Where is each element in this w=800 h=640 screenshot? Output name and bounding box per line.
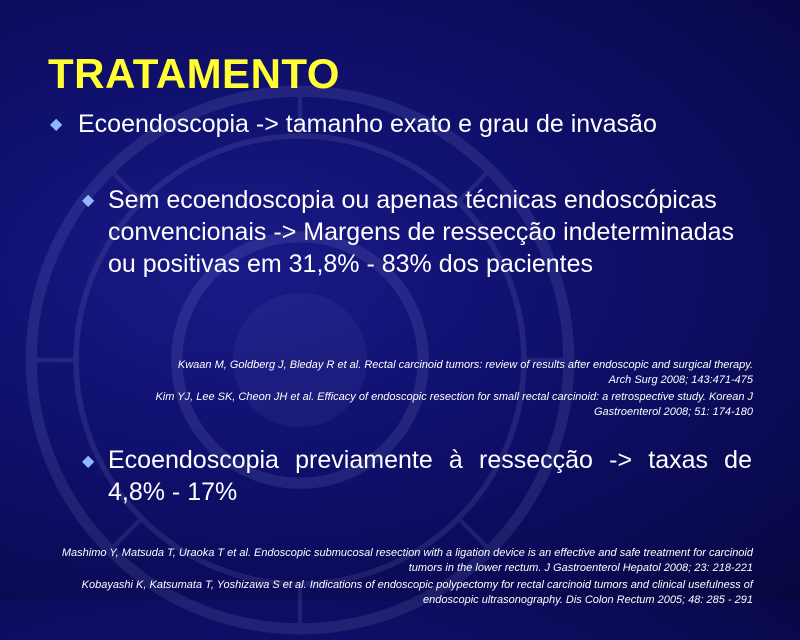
bullet-text-1: Ecoendoscopia -> tamanho exato e grau de invasão: [78, 110, 657, 138]
bullet-diamond-icon: ◆: [82, 192, 95, 209]
slide-title: TRATAMENTO: [48, 50, 340, 97]
bullet-diamond-icon: ◆: [82, 453, 95, 470]
reference-3: Mashimo Y, Matsuda T, Uraoka T et al. Endoscopic submucosal resection with a ligation device is an effective and safe treatment for carcinoid tumors in the lower rectum. J Gastroenterol Hepatol 2008; 23: 218-221: [61, 547, 753, 574]
bullet-text-2: Sem ecoendoscopia ou apenas técnicas endoscópicas convencionais -> Margens de ressecção indeterminadas ou positivas em 31,8% - 83% dos pacientes: [108, 186, 735, 278]
bullet-diamond-icon: ◆: [50, 116, 63, 133]
reference-2: Kim YJ, Lee SK, Cheon JH et al. Efficacy of endoscopic resection for small rectal carcinoid: a retrospective study. Korean J Gastroenterol 2008; 51: 174-180: [155, 391, 753, 418]
bullet-text-3: Ecoendoscopia previamente à ressecção -> taxas de 4,8% - 17%: [108, 446, 752, 506]
reference-4: Kobayashi K, Katsumata T, Yoshizawa S et al. Indications of endoscopic polypectomy for rectal carcinoid tumors and clinical usefulness of endoscopic ultrasonography. Dis Colon Rectum 2005; 48: 285 - 291: [81, 579, 753, 606]
reference-1: Kwaan M, Goldberg J, Bleday R et al. Rectal carcinoid tumors: review of results after endoscopic and surgical therapy. Arch Surg 2008; 143:471-475: [177, 359, 753, 386]
